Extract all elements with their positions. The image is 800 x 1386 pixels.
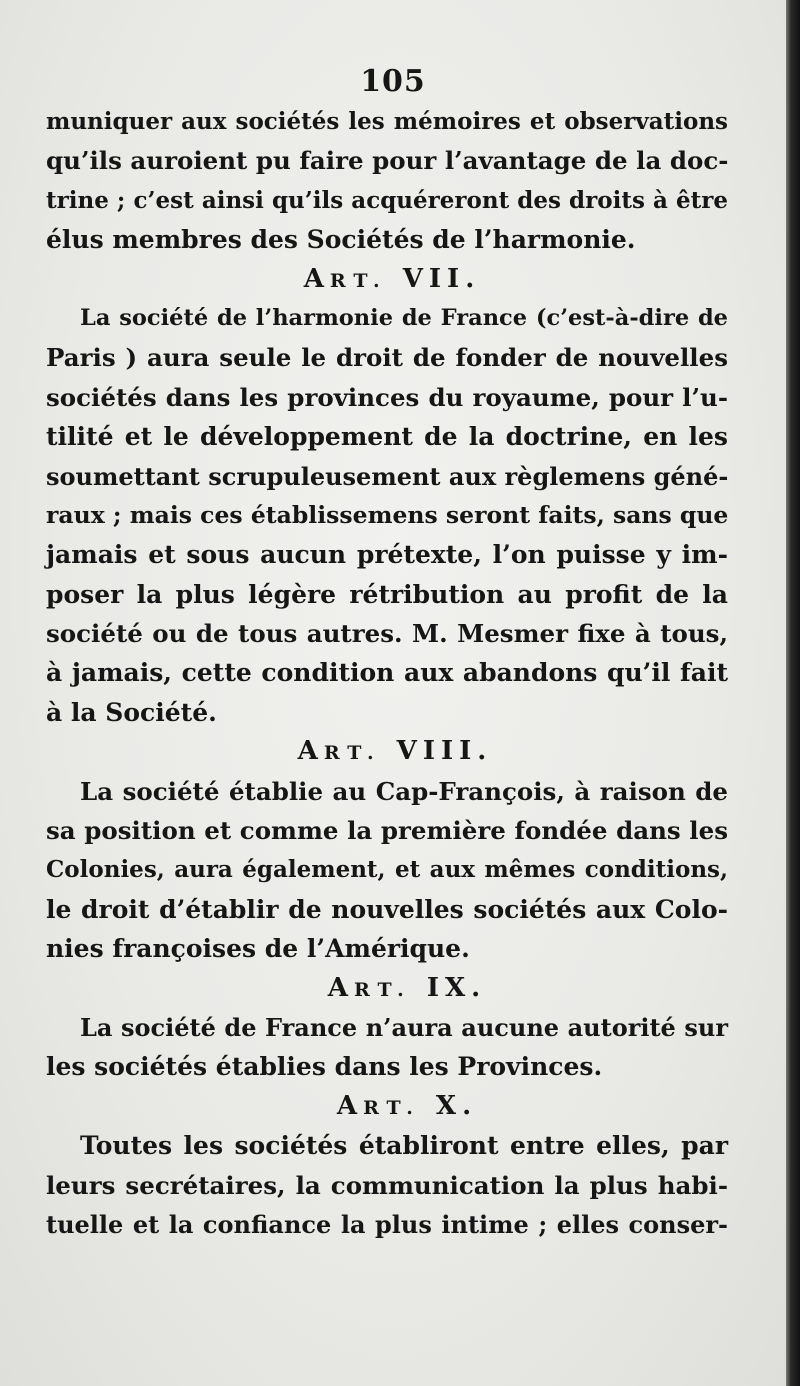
text-line: leurs secrétaires, la communication la plus habi- <box>46 1170 728 1200</box>
text-line: Toutes les sociétés établiront entre elles, par <box>80 1131 728 1161</box>
article-number: IX. <box>426 972 487 1003</box>
page-text <box>46 62 728 1244</box>
text-line: le droit d’établir de nouvelles sociétés aux Colo- <box>46 894 728 924</box>
text-line: La société de France n’aura aucune autorité sur <box>80 1012 728 1042</box>
article-word-initial: A <box>297 736 324 767</box>
text-line: Paris ) aura seule le droit de fonder de nouvelles <box>46 343 728 373</box>
text-line: sa position et comme la première fondée dans les <box>46 816 728 846</box>
article-heading-8 <box>62 732 728 771</box>
page-gutter-shadow <box>786 0 800 1386</box>
article-word-rest: RT. <box>329 269 388 292</box>
text-line: tilité et le développement de la doctrine, en les <box>46 422 728 452</box>
text-line: soumettant scrupuleusement aux règlemens géné- <box>46 461 729 491</box>
page-number: 105 <box>360 64 426 99</box>
article-word-rest: RT. <box>323 742 382 765</box>
text-line: jamais et sous aucun prétexte, l’on puisse y im- <box>46 540 728 570</box>
text-line: société ou de tous autres. M. Mesmer fixe à tous, <box>46 619 728 649</box>
text-line: élus membres des Sociétés de l’harmonie. <box>46 225 636 255</box>
article-number: X. <box>435 1090 478 1121</box>
article-word-rest: RT. <box>363 1096 421 1119</box>
article-number: VIII. <box>396 736 493 767</box>
article-word-initial: A <box>336 1090 364 1121</box>
text-line: qu’ils auroient pu faire pour l’avantage de la doc- <box>46 146 729 176</box>
text-line: à jamais, cette condition aux abandons qu’il fait <box>46 658 728 688</box>
text-line: muniquer aux sociétés les mémoires et observations <box>46 108 728 135</box>
text-line: poser la plus légère rétribution au profit de la <box>46 579 728 609</box>
text-line: tuelle et la confiance la plus intime ; elles conser- <box>46 1209 728 1239</box>
text-line: les sociétés établies dans les Provinces. <box>46 1052 603 1082</box>
text-line: nies françoises de l’Amérique. <box>46 934 470 964</box>
article-heading-10 <box>86 1087 728 1126</box>
text-line: raux ; mais ces établissemens seront faits, sans que <box>46 500 729 529</box>
text-line: sociétés dans les provinces du royaume, pour l’u- <box>46 382 728 412</box>
article-heading-9 <box>86 969 728 1008</box>
article-word-initial: A <box>327 972 354 1003</box>
text-line: Colonies, aura également, et aux mêmes conditions, <box>46 856 728 884</box>
article-heading-7 <box>56 260 728 299</box>
text-line: à la Société. <box>46 697 217 727</box>
text-line: La société établie au Cap-François, à raison de <box>80 776 728 806</box>
article-number: VII. <box>402 263 481 294</box>
article-word-initial: A <box>303 263 330 294</box>
text-line: trine ; c’est ainsi qu’ils acquéreront des droits à être <box>46 186 728 214</box>
article-word-rest: RT. <box>353 978 412 1001</box>
text-line: La société de l’harmonie de France (c’est-à-dire de <box>80 304 728 331</box>
